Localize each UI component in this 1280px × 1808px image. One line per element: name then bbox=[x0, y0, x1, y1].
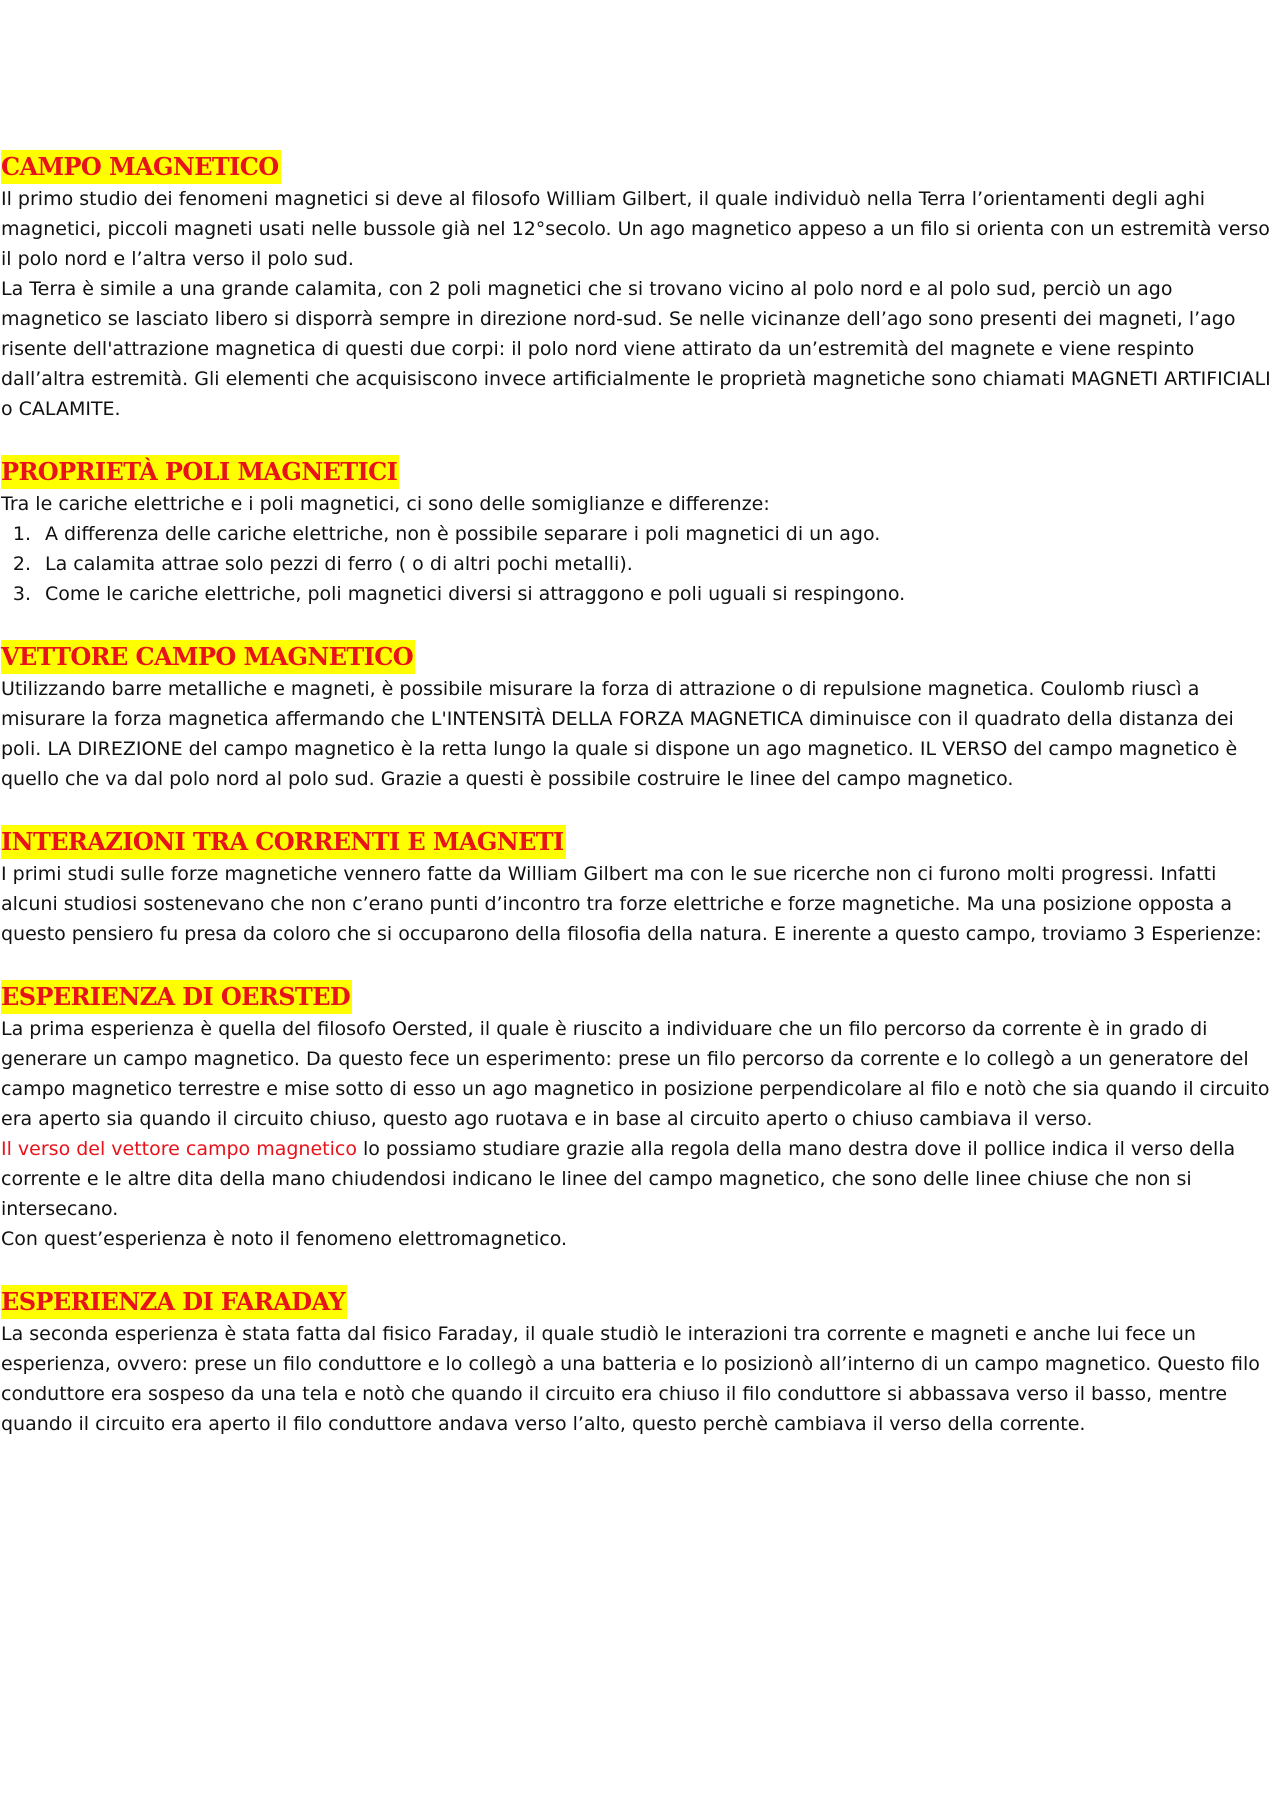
paragraph: Con quest’esperienza è noto il fenomeno elettromagnetico. bbox=[1, 1228, 568, 1250]
list-intro: Tra le cariche elettriche e i poli magnetici, ci sono delle somiglianze e differenze: bbox=[1, 493, 770, 515]
list-item-text: La calamita attrae solo pezzi di ferro ( o di altri pochi metalli). bbox=[45, 553, 633, 575]
section-heading: CAMPO MAGNETICO bbox=[1, 150, 281, 184]
section-esperienza-faraday bbox=[1, 1285, 1275, 1439]
paragraph-text: lo possiamo studiare grazie alla regola della mano destra dove il pollice indica il verso della corrente e le altre dita della mano chiudendosi indicano le linee del campo magnetico, che sono delle linee chiuse che non si intersecano. bbox=[1, 1138, 1236, 1220]
list-item-text: Come le cariche elettriche, poli magnetici diversi si attraggono e poli uguali si respingono. bbox=[45, 583, 906, 605]
paragraph: I primi studi sulle forze magnetiche vennero fatte da William Gilbert ma con le sue ricerche non ci furono molti progressi. Infatti alcuni studiosi sostenevano che non c’erano punti d’incontro tra forze elettriche e forze magnetiche. Ma una posizione opposta a questo pensiero fu presa da coloro che si occuparono della filosofia della natura. E inerente a questo campo, troviamo 3 Esperienze: bbox=[1, 863, 1262, 945]
list-item bbox=[1, 549, 1275, 579]
section-heading: ESPERIENZA DI OERSTED bbox=[1, 980, 352, 1014]
paragraph: La prima esperienza è quella del filosofo Oersted, il quale è riuscito a individuare che un filo percorso da corrente è in grado di generare un campo magnetico. Da questo fece un esperimento: prese un filo percorso da corrente e lo collegò a un generatore del campo magnetico terrestre e mise sotto di esso un ago magnetico in posizione perpendicolare al filo e notò che sia quando il circuito era aperto sia quando il circuito chiuso, questo ago ruotava e in base al circuito aperto o chiuso cambiava il verso. bbox=[1, 1018, 1270, 1130]
highlighted-text: Il verso del vettore campo magnetico bbox=[1, 1138, 357, 1160]
section-vettore-campo-magnetico bbox=[1, 640, 1275, 794]
list-item bbox=[1, 579, 1275, 609]
paragraph-right-hand-rule bbox=[1, 1134, 1275, 1224]
paragraph: La Terra è simile a una grande calamita, con 2 poli magnetici che si trovano vicino al polo nord e al polo sud, perciò un ago magnetico se lasciato libero si disporrà sempre in direzione nord-sud. Se nelle vicinanze dell’ago sono presenti dei magneti, l’ago risente dell'attrazione magnetica di questi due corpi: il polo nord viene attirato da un’estremità del magnete e viene respinto dall’altra estremità. Gli elementi che acquisiscono invece artificialmente le proprietà magnetiche sono chiamati MAGNETI ARTIFICIALI o CALAMITE. bbox=[1, 278, 1271, 420]
section-heading: VETTORE CAMPO MAGNETICO bbox=[1, 640, 415, 674]
section-campo-magnetico bbox=[1, 150, 1275, 424]
list-number: 1. bbox=[12, 523, 31, 545]
section-esperienza-oersted bbox=[1, 980, 1275, 1254]
section-heading: INTERAZIONI TRA CORRENTI E MAGNETI bbox=[1, 825, 566, 859]
section-heading: ESPERIENZA DI FARADAY bbox=[1, 1285, 347, 1319]
list-number: 2. bbox=[12, 553, 31, 575]
list-number: 3. bbox=[12, 583, 31, 605]
numbered-list bbox=[1, 519, 1275, 609]
section-heading: PROPRIETÀ POLI MAGNETICI bbox=[1, 455, 399, 489]
document-page bbox=[0, 150, 1275, 1439]
paragraph: Utilizzando barre metalliche e magneti, è possibile misurare la forza di attrazione o di repulsione magnetica. Coulomb riuscì a misurare la forza magnetica affermando che L'INTENSITÀ DELLA FORZA MAGNETICA diminuisce con il quadrato della distanza dei poli. LA DIREZIONE del campo magnetico è la retta lungo la quale si dispone un ago magnetico. IL VERSO del campo magnetico è quello che va dal polo nord al polo sud. Grazie a questi è possibile costruire le linee del campo magnetico. bbox=[1, 678, 1238, 790]
section-interazioni-correnti-magneti bbox=[1, 825, 1275, 949]
paragraph: La seconda esperienza è stata fatta dal fisico Faraday, il quale studiò le interazioni tra corrente e magneti e anche lui fece un esperienza, ovvero: prese un filo conduttore e lo collegò a una batteria e lo posizionò all’interno di un campo magnetico. Questo filo conduttore era sospeso da una tela e notò che quando il circuito era chiuso il filo conduttore si abbassava verso il basso, mentre quando il circuito era aperto il filo conduttore andava verso l’alto, questo perchè cambiava il verso della corrente. bbox=[1, 1323, 1260, 1435]
section-proprieta-poli-magnetici bbox=[1, 455, 1275, 609]
list-item-text: A differenza delle cariche elettriche, non è possibile separare i poli magnetici di un ago. bbox=[45, 523, 881, 545]
paragraph: Il primo studio dei fenomeni magnetici si deve al filosofo William Gilbert, il quale individuò nella Terra l’orientamenti degli aghi magnetici, piccoli magneti usati nelle bussole già nel 12°secolo. Un ago magnetico appeso a un filo si orienta con un estremità verso il polo nord e l’altra verso il polo sud. bbox=[1, 188, 1270, 270]
list-item bbox=[1, 519, 1275, 549]
